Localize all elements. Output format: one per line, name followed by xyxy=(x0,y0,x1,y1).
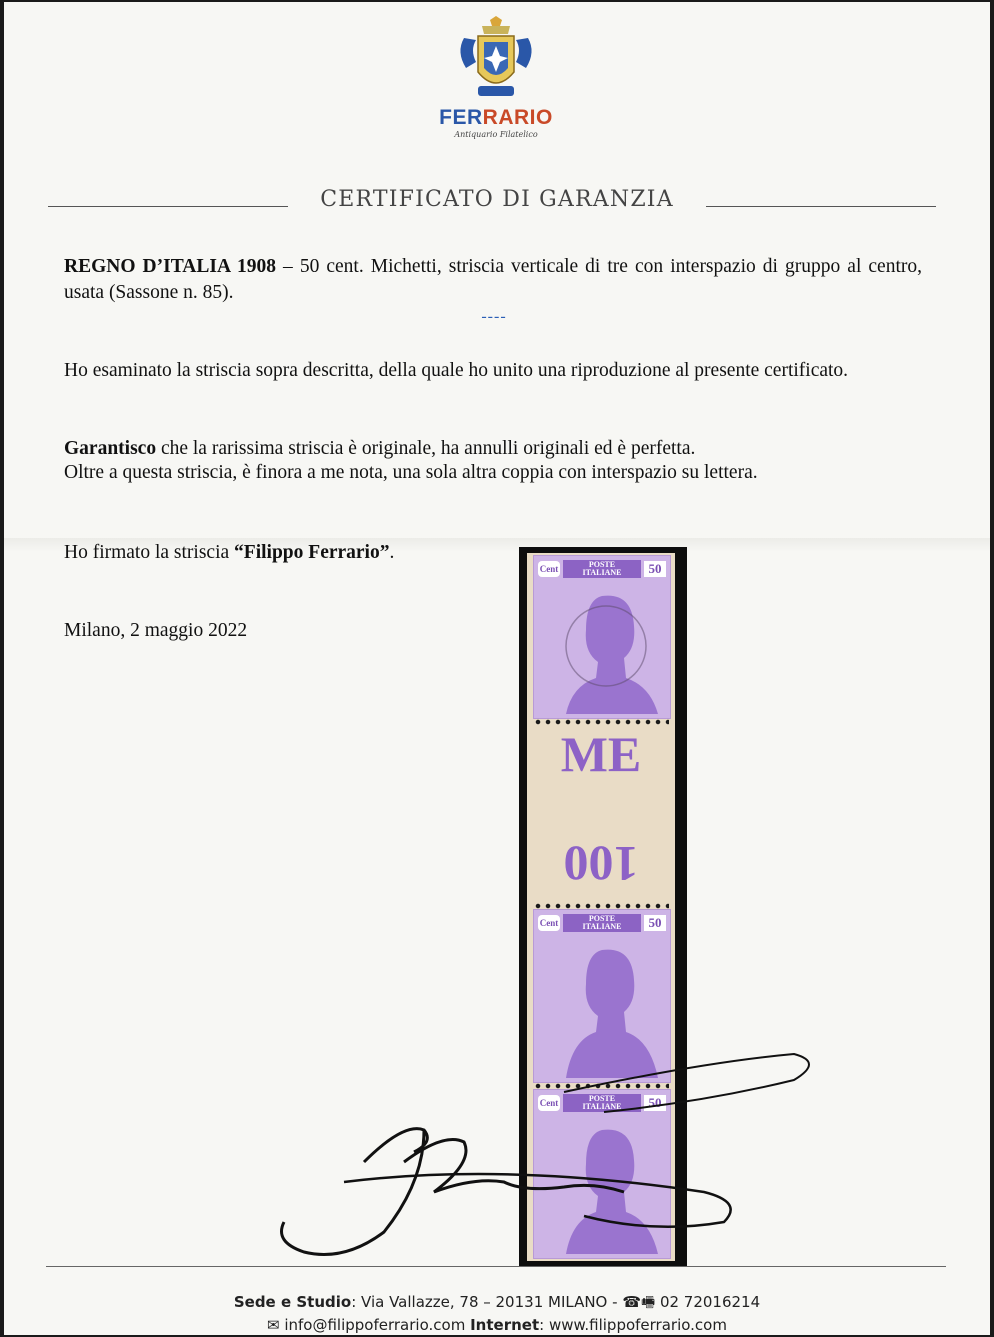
gutter-overprint-top: ME xyxy=(560,726,642,782)
place-date: Milano, 2 maggio 2022 xyxy=(64,620,248,641)
footer-address: Sede e Studio: Via Vallazze, 78 – 20131 MILANO - ☎🖷 02 72016214 xyxy=(233,1293,761,1311)
footer-internet-label: Internet xyxy=(470,1316,540,1334)
stamp-description: REGNO D’ITALIA 1908 – 50 cent. Michetti, striscia verticale di tre con interspazio di gruppo al centro, usata (Sassone n. 85). xyxy=(64,256,922,303)
footer-studio-label: Sede e Studio xyxy=(233,1293,352,1311)
footer-phone: 02 72016214 xyxy=(659,1293,761,1311)
footer-email[interactable]: info@filippoferrario.com xyxy=(284,1316,466,1334)
gutter-overprint-bottom: 100 xyxy=(563,836,639,892)
phone-fax-icon: ☎🖷 xyxy=(622,1293,660,1311)
king-portrait-icon xyxy=(554,940,664,1078)
signed-statement: Ho firmato la striscia “Filippo Ferrario”. xyxy=(64,542,395,563)
stamp-strip xyxy=(527,553,675,1261)
king-portrait-icon xyxy=(554,1120,664,1254)
logo-tagline: Antiquario Filatelico xyxy=(454,130,538,139)
footer-contact xyxy=(4,1316,990,1334)
separator: ---- xyxy=(481,308,507,325)
stamp-strip-photo xyxy=(519,547,687,1267)
stamp-country-label: POSTE ITALIANE xyxy=(563,914,641,932)
guarantee-note: Oltre a questa striscia, è finora a me nota, una sola altra coppia con interspazio su lettera. xyxy=(64,462,758,483)
stamp-middle xyxy=(533,909,671,1083)
logo-wordmark: FERRARIO xyxy=(439,106,553,129)
footer-rule xyxy=(46,1266,946,1267)
stamp-cent-label: Cent xyxy=(538,915,560,931)
stamp-top xyxy=(533,555,671,719)
certificate-sheet xyxy=(4,2,990,1335)
king-portrait-icon xyxy=(554,586,664,714)
heading-rule-right xyxy=(706,206,936,207)
stamp-cent-label: Cent xyxy=(538,561,560,577)
footer-website[interactable]: : www.filippoferrario.com xyxy=(539,1316,727,1334)
crest-logo-icon xyxy=(454,16,538,106)
examination-text: Ho esaminato la striscia sopra descritta, della quale ho unito una riproduzione al presente certificato. xyxy=(64,360,849,381)
guarantee-lead: Garantisco xyxy=(64,438,157,459)
stamp-cent-label: Cent xyxy=(538,1095,560,1111)
guarantee-text: Garantisco che la rarissima striscia è originale, ha annulli originali ed è perfetta. xyxy=(64,438,696,459)
mail-icon: ✉ xyxy=(267,1316,285,1334)
certificate-title: CERTIFICATO DI GARANZIA xyxy=(320,187,674,212)
heading-rule-left xyxy=(48,206,288,207)
stamp-bottom xyxy=(533,1089,671,1259)
signer-name: “Filippo Ferrario” xyxy=(234,542,390,563)
stamp-value: 50 xyxy=(644,915,666,931)
stamp-value: 50 xyxy=(644,561,666,577)
stamp-country-label: POSTE ITALIANE xyxy=(563,560,641,578)
stamp-value: 50 xyxy=(644,1095,666,1111)
stamp-country-label: POSTE ITALIANE xyxy=(563,1094,641,1112)
description-lead: REGNO D’ITALIA 1908 xyxy=(64,256,276,277)
